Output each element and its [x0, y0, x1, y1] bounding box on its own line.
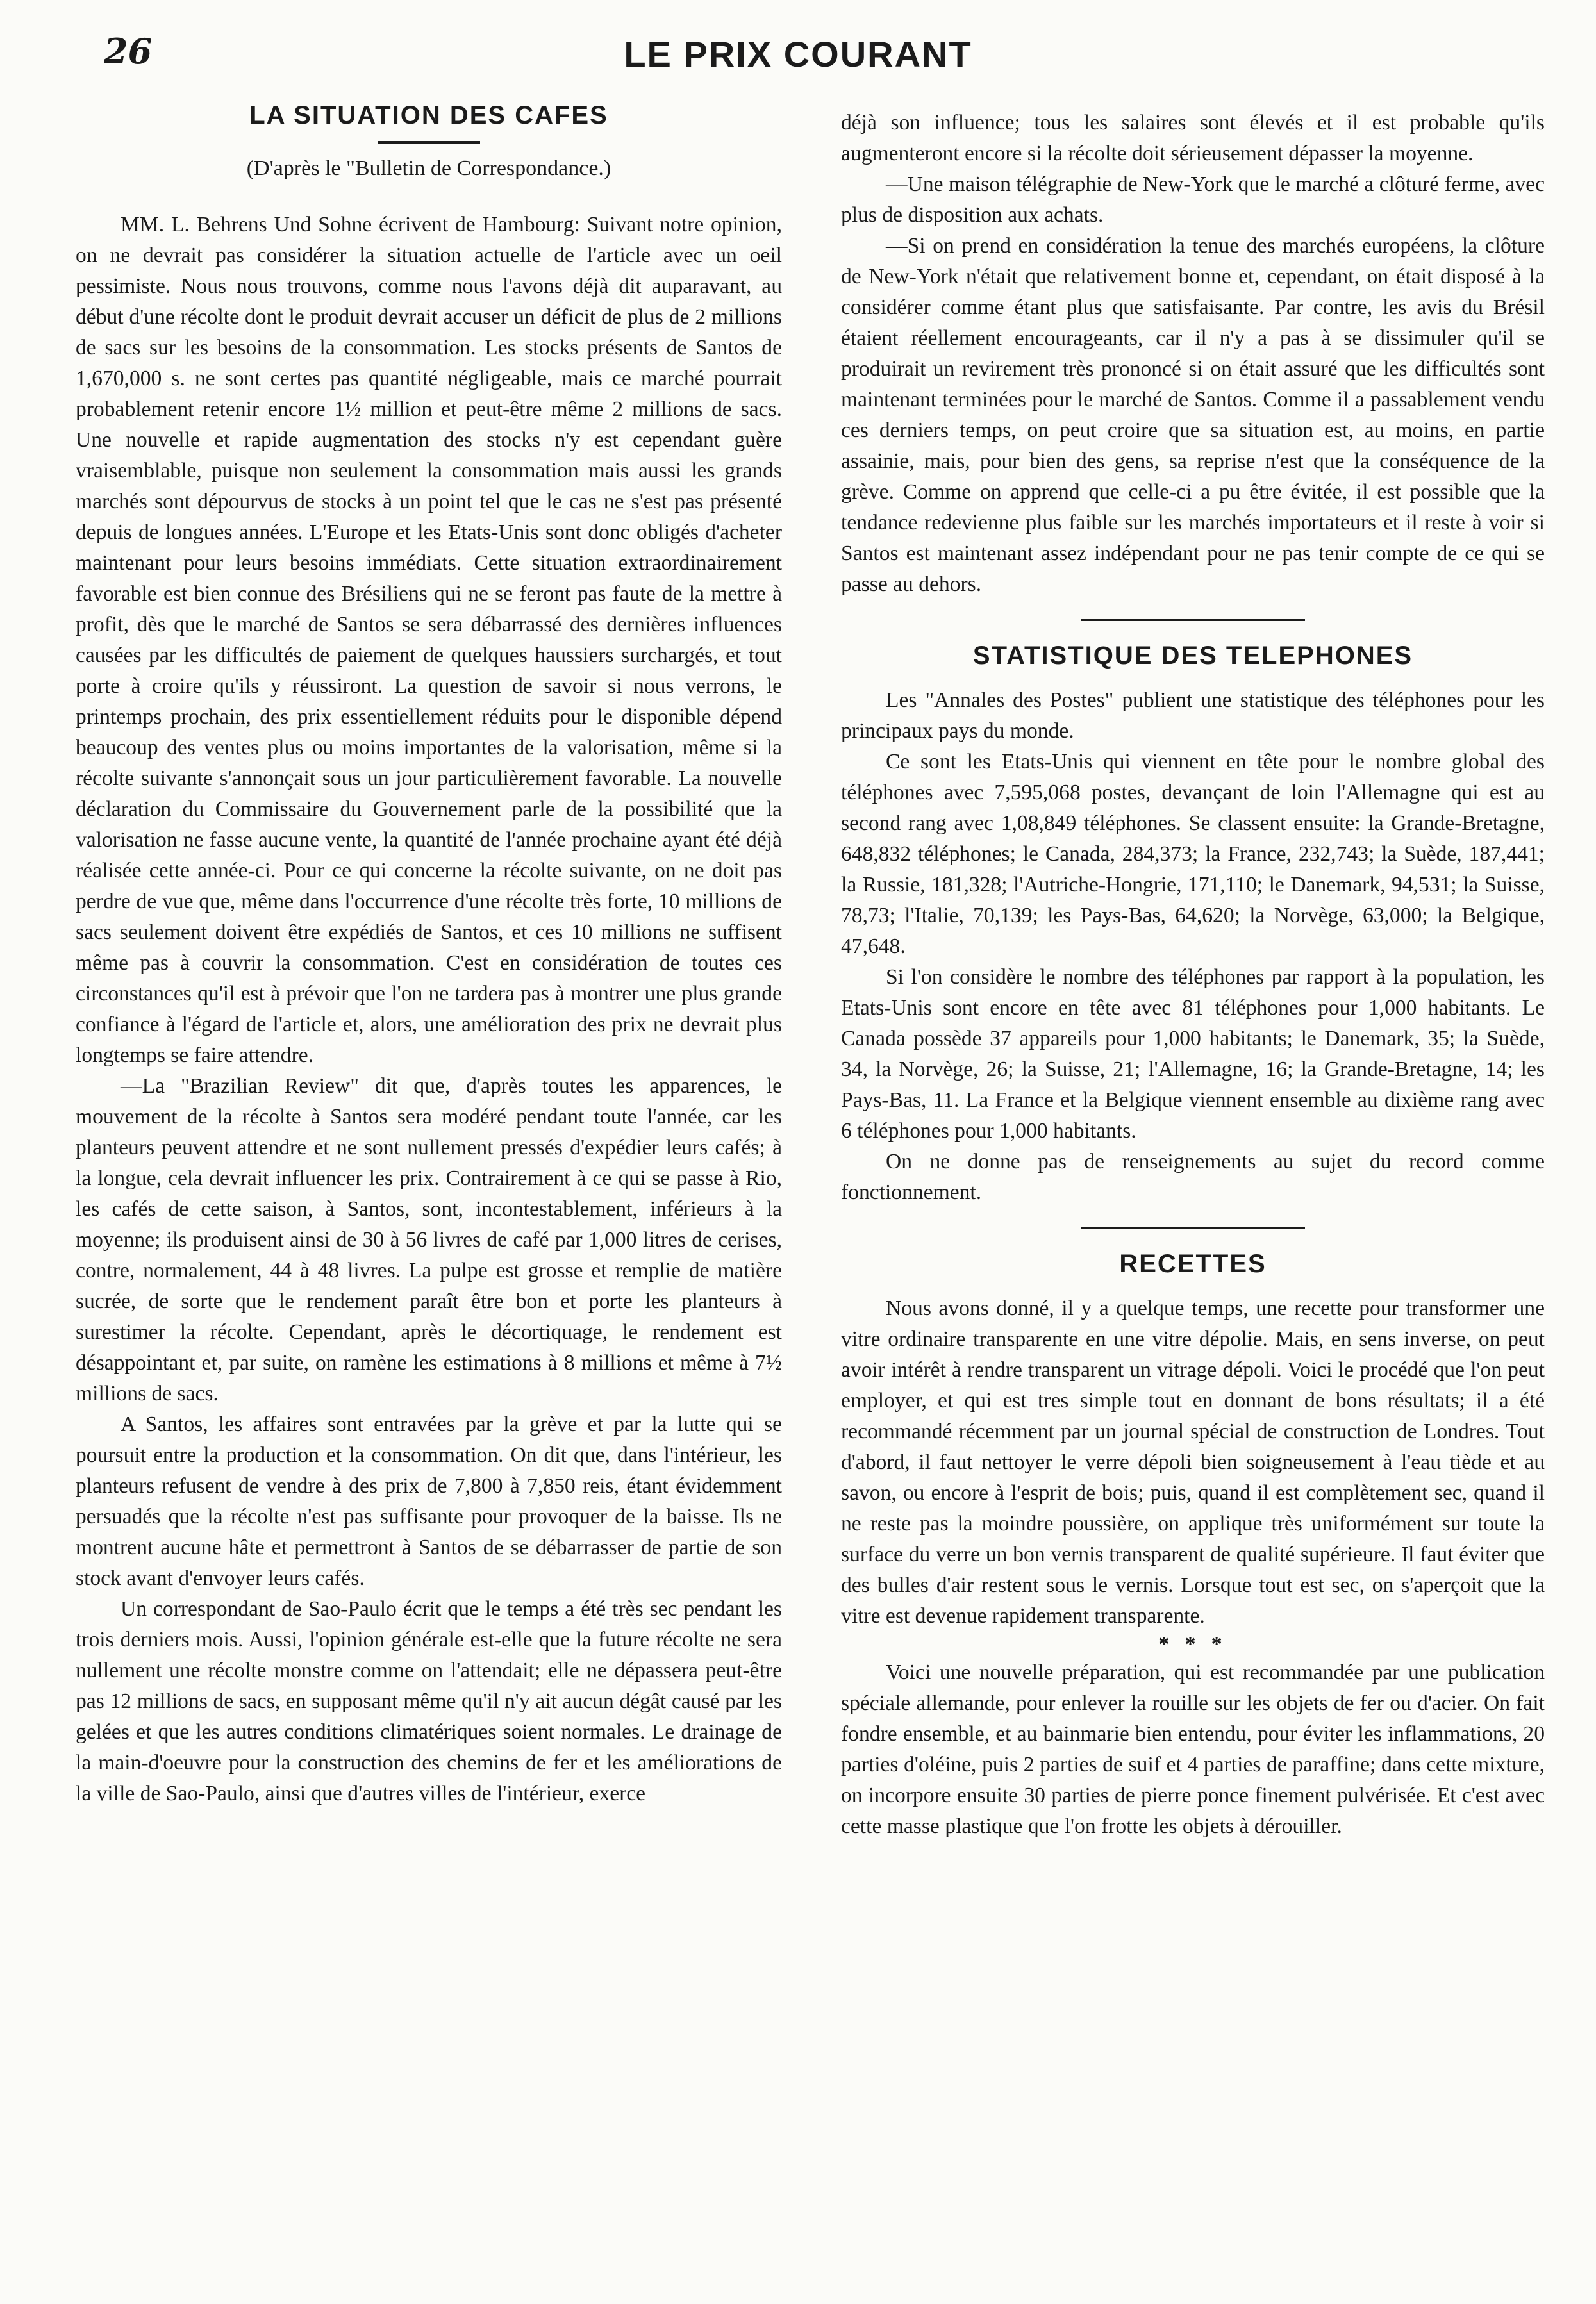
paragraph: MM. L. Behrens Und Sohne écrivent de Hambourg: Suivant notre opinion, on ne devrait pas considérer la situation actuelle de l'article avec un oeil pessimiste. Nous nous trouvons, comme nous l'avons déjà dit auparavant, au début d'une récolte dont le produit devrait accuser un déficit de plus de 2 millions de sacs sur les besoins de la consommation. Les stocks présents de Santos de 1,670,000 s. ne sont certes pas quantité négligeable, mais ce marché pourrait probablement retenir encore 1½ million et peut-être même 2 millions de sacs. Une nouvelle et rapide augmentation des stocks n'y est cependant guère vraisemblable, puisque non seulement la consommation mais aussi les grands marchés sont dépourvus de stocks à un point tel que le cas ne s'est pas présenté depuis de longues années. L'Europe et les Etats-Unis sont donc obligés d'acheter maintenant pour leurs besoins immédiats. Cette situation extraordinairement favorable est bien connue des Brésiliens qui ne se feront pas faute de la mettre à profit, dès que le marché de Santos se sera débarrassé des dernières influences causées par les difficultés de paiement de quelques haussiers surchargés, et tout porte à croire qu'ils y réussiront. La question de savoir si nous verrons, le printemps prochain, des prix essentiellement réduits pour le disponible dépend beaucoup des ventes plus ou moins importantes de la valorisation, même si la récolte suivante s'annonçait sous un jour particulièrement favorable. La nouvelle déclaration du Commissaire du Gouvernement parle de la possibilité que la valorisation ne fasse aucune vente, la quantité de l'année prochaine ayant été déjà réalisée cette année-ci. Pour ce qui concerne la récolte suivante, on ne doit pas perdre de vue que, même dans l'occurrence d'une récolte très forte, 10 millions de sacs seulement doivent être expédiés de Santos, et ces 10 millions ne suffisent même pas à couvrir la consommation. C'est en considération de toutes ces circonstances qu'il est à prévoir que l'on ne tardera pas à montrer une plus grande confiance à l'égard de l'article et, alors, une amélioration des prix ne devrait plus longtemps se faire attendre.	[76, 213, 782, 1067]
paragraph: Voici une nouvelle préparation, qui est recommandée par une publication spéciale allemande, pour enlever la rouille sur les objets de fer ou d'acier. On fait fondre ensemble, et au bainmarie bien entendu, pour éviter les inflammations, 20 parties d'oléine, puis 2 parties de suif et 4 parties de paraffine; dans cette mixture, on incorpore ensuite 30 parties de pierre ponce finement pulvérisée. Et c'est avec cette masse plastique que l'on frotte les objets à dérouiller.	[841, 1661, 1545, 1838]
title-rule	[378, 141, 480, 144]
section-divider	[1081, 619, 1305, 621]
article-title-cafes: LA SITUATION DES CAFES	[249, 101, 608, 129]
right-column	[841, 108, 1545, 2242]
section-divider	[1081, 1227, 1305, 1229]
paragraph: Si l'on considère le nombre des téléphones par rapport à la population, les Etats-Unis sont encore en tête avec 81 téléphones pour 1,000 habitants. Le Canada possède 37 appareils pour 1,000 habitants; le Danemark, 35; la Suède, 34, la Norvège, 26; la Suisse, 21; l'Allemagne, 16; la Grande-Bretagne, 14; les Pays-Bas, 11. La France et la Belgique viennent ensemble au dixième rang avec 6 téléphones pour 1,000 habitants.	[841, 965, 1545, 1143]
paragraph: —La "Brazilian Review" dit que, d'après toutes les apparences, le mouvement de la récolte à Santos sera modéré pendant toute l'année, car les planteurs peuvent attendre et ne sont nullement pressés d'expédier leurs cafés; à la longue, cela devrait influencer les prix. Contrairement à ce qui se passe à Rio, les cafés de cette saison, à Santos, sont, incontestablement, inférieurs à la moyenne; ils produisent ainsi de 30 à 56 livres de café par 1,000 litres de cerises, contre, normalement, 44 à 48 livres. La pulpe est grosse et remplie de matière sucrée, de sorte que le rendement paraît être bon et porte les planteurs à surestimer la récolte. Cependant, après le décortiquage, le rendement est désappointant et, par suite, on ramène les estimations à 8 millions et même à 7½ millions de sacs.	[76, 1074, 782, 1405]
paragraph: Les "Annales des Postes" publient une statistique des téléphones pour les principaux pays du monde.	[841, 688, 1545, 743]
article-source: (D'après le "Bulletin de Correspondance.)	[246, 156, 611, 180]
page-header	[0, 0, 1596, 90]
paragraph: —Si on prend en considération la tenue des marchés européens, la clôture de New-York n'était que relativement bonne et, cependant, on était disposé à la considérer comme étant plus que satisfaisante. Par contre, les avis du Brésil étaient réellement encourageants, car il n'y a pas à se dissimuler qu'il se produirait un revirement très prononcé si on était assuré que les difficultés sont maintenant terminées pour le marché de Santos. Comme il a passablement vendu ces derniers temps, on peut croire que sa situation est, au moins, en partie assainie, mais, pour bien des gens, sa reprise n'est que la conséquence de la grève. Comme on apprend que celle-ci a pu être évitée, il est possible que la tendance redevienne plus faible sur les marchés importateurs et il reste à voir si Santos est maintenant assez indépendant pour ne pas tenir compte de ce qui se passe au dehors.	[841, 234, 1545, 596]
article-title-recettes: RECETTES	[1119, 1250, 1267, 1278]
paragraph: On ne donne pas de renseignements au sujet du record comme fonctionnement.	[841, 1150, 1545, 1204]
left-column	[76, 96, 782, 2230]
paragraph: A Santos, les affaires sont entravées par la grève et par la lutte qui se poursuit entre la production et la consommation. On dit que, dans l'intérieur, les planteurs refusent de vendre à des prix de 7,800 à 7,850 reis, étant évidemment persuadés que la récolte n'est pas suffisante pour provoquer de la baisse. Ils ne montrent aucune hâte et permettront à Santos de se débarrasser de partie de son stock avant d'envoyer leurs cafés.	[76, 1413, 782, 1590]
separator-stars: * * *	[1158, 1632, 1227, 1656]
paragraph: —Une maison télégraphie de New-York que le marché a clôturé ferme, avec plus de disposition aux achats.	[841, 172, 1545, 227]
paragraph: Ce sont les Etats-Unis qui viennent en tête pour le nombre global des téléphones avec 7,595,068 postes, devançant de loin l'Allemagne qui est au second rang avec 1,08,849 téléphones. Se classent ensuite: la Grande-Bretagne, 648,832 téléphones; le Canada, 284,373; la France, 232,743; la Suède, 187,441; la Russie, 181,328; l'Autriche-Hongrie, 171,110; le Danemark, 94,531; la Suisse, 78,73; l'Italie, 70,139; les Pays-Bas, 64,620; la Norvège, 63,000; la Belgique, 47,648.	[841, 750, 1545, 958]
page-number: 26	[104, 31, 153, 72]
paragraph: Nous avons donné, il y a quelque temps, une recette pour transformer une vitre ordinaire transparente en une vitre dépolie. Mais, en sens inverse, on peut avoir intérêt à rendre transparent un vitrage dépoli. Voici le procédé que l'on peut employer, et qui est tres simple tout en donnant de bons résultats; il a été recommandé récemment par un journal spécial de construction de Londres. Tout d'abord, il faut nettoyer le verre dépoli bien soigneusement à l'eau tiède et au savon, ou encore à l'esprit de bois; puis, quand il est complètement sec, quand il ne reste pas la moindre poussière, on applique très uniformément sur toute la surface du verre un bon vernis transparent de qualité supérieure. Il faut éviter que des bulles d'air restent sous le vernis. Lorsque tout est sec, on s'aperçoit que la vitre est devenue rapidement transparente.	[841, 1297, 1545, 1628]
article-title-telephones: STATISTIQUE DES TELEPHONES	[972, 642, 1413, 670]
publication-title: LE PRIX COURANT	[624, 34, 972, 74]
paragraph-continued: déjà son influence; tous les salaires sont élevés et il est probable qu'ils augmenteront encore si la récolte doit sérieusement dépasser la moyenne.	[841, 111, 1545, 165]
paragraph: Un correspondant de Sao-Paulo écrit que le temps a été très sec pendant les trois derniers mois. Aussi, l'opinion générale est-elle que la future récolte ne sera nullement une récolte monstre comme on l'attendait; elle ne dépassera peut-être pas 12 millions de sacs, en supposant même qu'il n'y ait aucun dégât causé par les gelées et que les autres conditions climatériques soient normales. Le drainage de la main-d'oeuvre pour la construction des chemins de fer et les améliorations de la ville de Sao-Paulo, ainsi que d'autres villes de l'intérieur, exerce	[76, 1597, 782, 1805]
